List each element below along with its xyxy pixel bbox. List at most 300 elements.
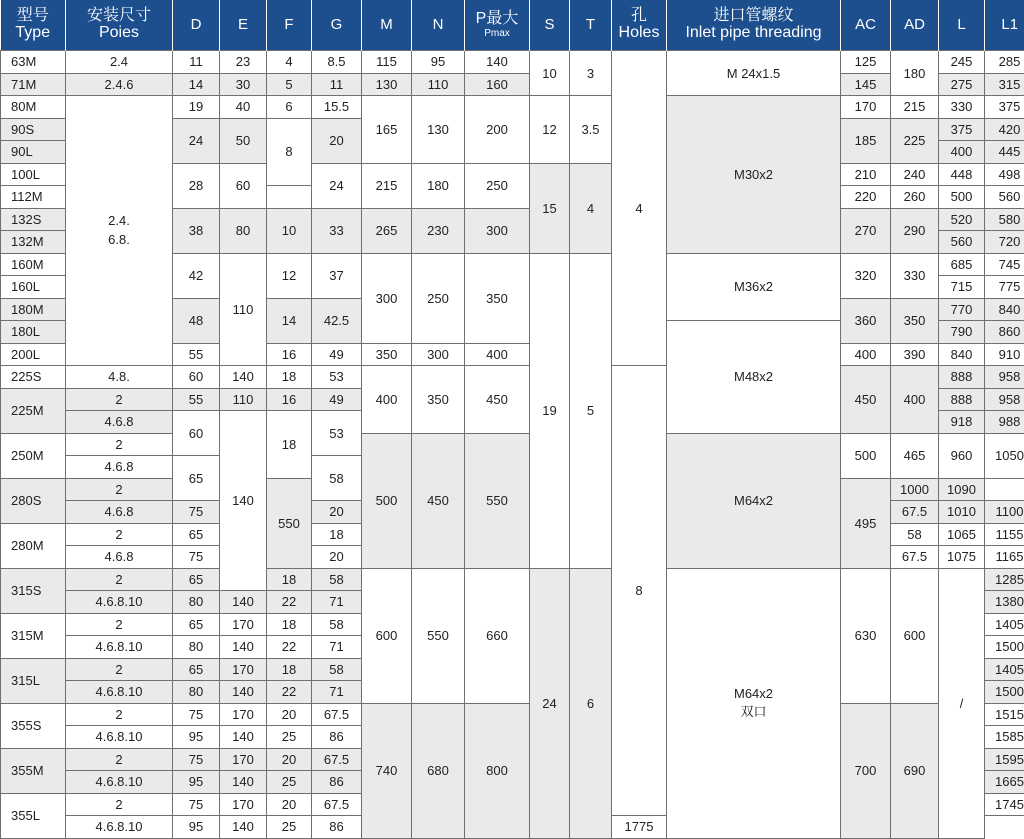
f-cell: 20 — [312, 546, 362, 569]
ad-cell: 400 — [891, 366, 939, 434]
l-cell: 1065 — [939, 523, 985, 546]
g-cell: 67.5 — [312, 748, 362, 771]
m-cell: 600 — [362, 568, 412, 703]
type-cell: 112M — [1, 186, 66, 209]
d-cell: 65 — [173, 568, 220, 591]
f-cell: 25 — [267, 726, 312, 749]
header-l1 — [985, 0, 1024, 51]
thread-cell: M64x2 双口 — [667, 568, 841, 838]
type-cell: 180L — [1, 321, 66, 344]
l-cell: 840 — [939, 343, 985, 366]
e-cell: 50 — [220, 118, 267, 163]
poles-cell: 4.6.8.10 — [66, 771, 173, 794]
holes-cell: 8 — [612, 366, 667, 816]
f-cell: 8 — [267, 118, 312, 186]
ad-cell: 180 — [891, 51, 939, 96]
type-cell: 355L — [1, 793, 66, 838]
type-cell: 355S — [1, 703, 66, 748]
header-row — [1, 0, 1024, 51]
type-cell: 71M — [1, 73, 66, 96]
d-cell: 80 — [173, 636, 220, 659]
l1-cell: 958 — [985, 388, 1024, 411]
header-t — [570, 0, 612, 51]
f-cell: 16 — [267, 343, 312, 366]
g-cell: 49 — [312, 343, 362, 366]
table-row — [1, 433, 1024, 456]
header-s-label: S — [544, 15, 555, 33]
poles-cell: 2 — [66, 613, 173, 636]
header-thread-en: Inlet pipe threading — [685, 24, 822, 41]
f-cell: 18 — [312, 523, 362, 546]
type-cell: 63M — [1, 51, 66, 74]
e-cell: 170 — [220, 703, 267, 726]
thread-cell: M48x2 — [667, 321, 841, 434]
type-cell: 250M — [1, 433, 66, 478]
poles-cell: 2 — [66, 703, 173, 726]
e-cell: 140 — [220, 681, 267, 704]
d-cell: 80 — [173, 681, 220, 704]
type-cell: 280M — [1, 523, 66, 568]
type-cell: 80M — [1, 96, 66, 119]
poles-cell: 2 — [66, 748, 173, 771]
d-cell: 55 — [173, 343, 220, 366]
l1-cell: 720 — [985, 231, 1024, 254]
header-f — [267, 0, 312, 51]
ad-cell: 240 — [891, 163, 939, 186]
l-cell: 375 — [939, 118, 985, 141]
g-cell: 24 — [312, 163, 362, 208]
g-cell: 49 — [312, 388, 362, 411]
l-cell: 888 — [939, 388, 985, 411]
f-cell: 22 — [267, 681, 312, 704]
d-cell: 11 — [173, 51, 220, 74]
m-cell: 400 — [362, 366, 412, 434]
t-cell: 6 — [570, 568, 612, 838]
l-cell: 400 — [939, 141, 985, 164]
d-cell: 60 — [173, 366, 220, 389]
l1-cell: 1745 — [985, 793, 1024, 816]
g-cell: 67.5 — [891, 546, 939, 569]
ac-cell: 320 — [841, 253, 891, 298]
l1-cell: 498 — [985, 163, 1024, 186]
f-cell: 22 — [267, 591, 312, 614]
m-cell: 130 — [362, 73, 412, 96]
f-cell: 6 — [267, 96, 312, 119]
l1-cell: 1090 — [939, 478, 985, 501]
ac-cell: 450 — [841, 366, 891, 434]
header-n-label: N — [432, 15, 444, 33]
f-cell: 12 — [267, 253, 312, 298]
type-cell: 355M — [1, 748, 66, 793]
m-cell: 350 — [362, 343, 412, 366]
f-cell: 18 — [267, 366, 312, 389]
ad-cell: 290 — [891, 208, 939, 253]
ad-cell: 690 — [891, 703, 939, 838]
g-cell: 8.5 — [312, 51, 362, 74]
l1-cell: 745 — [985, 253, 1024, 276]
type-cell: 200L — [1, 343, 66, 366]
d-cell: 65 — [173, 613, 220, 636]
l1-cell: 860 — [985, 321, 1024, 344]
g-cell: 67.5 — [312, 793, 362, 816]
e-cell: 40 — [220, 96, 267, 119]
e-cell: 170 — [220, 658, 267, 681]
f-cell: 20 — [267, 748, 312, 771]
l1-cell: 315 — [985, 73, 1024, 96]
f-cell — [267, 186, 312, 209]
poles-cell: 4.6.8 — [66, 411, 173, 434]
n-cell: 550 — [412, 568, 465, 703]
f-cell: 10 — [267, 208, 312, 253]
g-cell: 53 — [312, 366, 362, 389]
n-cell: 95 — [412, 51, 465, 74]
thread-cell: M64x2 — [667, 433, 841, 568]
header-type — [1, 0, 66, 51]
type-cell: 315L — [1, 658, 66, 703]
d-cell: 95 — [173, 816, 220, 839]
ad-cell: 390 — [891, 343, 939, 366]
type-cell: 315S — [1, 568, 66, 613]
poles-cell: 4.6.8 — [66, 501, 173, 524]
l1-cell: 1100 — [985, 501, 1024, 524]
l1-cell: 1405 — [985, 613, 1024, 636]
ac-cell: 400 — [841, 343, 891, 366]
n-cell: 110 — [412, 73, 465, 96]
l1-cell: 1165 — [985, 546, 1024, 569]
e-cell: 110 — [220, 388, 267, 411]
d-cell: 48 — [173, 298, 220, 343]
l1-cell: 560 — [985, 186, 1024, 209]
l-cell: 1010 — [939, 501, 985, 524]
e-cell: 170 — [220, 793, 267, 816]
header-thread — [667, 0, 841, 51]
l-cell: 1000 — [891, 478, 939, 501]
d-cell: 42 — [173, 253, 220, 298]
f-cell: 18 — [267, 411, 312, 479]
l-cell: 1075 — [939, 546, 985, 569]
p-cell: 200 — [465, 96, 530, 164]
t-cell: 3.5 — [570, 96, 612, 164]
header-g-label: G — [330, 15, 343, 33]
header-e — [220, 0, 267, 51]
n-cell: 350 — [412, 366, 465, 434]
type-cell: 132M — [1, 231, 66, 254]
g-cell: 15.5 — [312, 96, 362, 119]
table-row — [1, 96, 1024, 119]
l-cell: 715 — [939, 276, 985, 299]
s-cell: 12 — [530, 96, 570, 164]
e-cell: 140 — [220, 726, 267, 749]
m-cell: 740 — [362, 703, 412, 838]
l1-cell: 1665 — [985, 771, 1024, 794]
d-cell: 19 — [173, 96, 220, 119]
type-cell: 90L — [1, 141, 66, 164]
g-cell: 58 — [891, 523, 939, 546]
l1-cell: 1500 — [985, 636, 1024, 659]
g-cell: 58 — [312, 456, 362, 501]
t-cell: 5 — [570, 253, 612, 568]
l1-cell: 958 — [985, 366, 1024, 389]
g-cell: 67.5 — [312, 703, 362, 726]
d-cell: 14 — [173, 73, 220, 96]
l-cell: 790 — [939, 321, 985, 344]
l-cell: 448 — [939, 163, 985, 186]
ad-cell: 350 — [891, 298, 939, 343]
g-cell: 86 — [312, 816, 362, 839]
e-cell: 140 — [220, 411, 267, 591]
poles-cell: 2 — [66, 523, 173, 546]
f-cell: 20 — [312, 501, 362, 524]
f-cell: 16 — [267, 388, 312, 411]
m-cell: 165 — [362, 96, 412, 164]
f-cell: 5 — [267, 73, 312, 96]
f-cell: 25 — [267, 816, 312, 839]
ad-cell: 260 — [891, 186, 939, 209]
l1-cell: 1155 — [985, 523, 1024, 546]
table-row — [1, 51, 1024, 74]
table-row — [1, 73, 1024, 96]
n-cell: 300 — [412, 343, 465, 366]
d-cell: 65 — [173, 658, 220, 681]
ac-cell: 500 — [841, 433, 891, 478]
l1-cell: 910 — [985, 343, 1024, 366]
header-e-label: E — [237, 15, 248, 33]
n-cell: 680 — [412, 703, 465, 838]
e-cell: 170 — [220, 613, 267, 636]
ad-cell: 225 — [891, 118, 939, 163]
header-t-label: T — [585, 15, 596, 33]
s-cell: 10 — [530, 51, 570, 96]
poles-cell: 2.4. 6.8. — [66, 96, 173, 366]
e-cell: 60 — [220, 163, 267, 208]
f-cell: 20 — [267, 703, 312, 726]
header-p — [465, 0, 530, 51]
g-cell: 58 — [312, 658, 362, 681]
poles-cell: 4.6.8.10 — [66, 816, 173, 839]
p-cell: 550 — [465, 433, 530, 568]
l1-cell: 1585 — [985, 726, 1024, 749]
poles-cell: 4.8. — [66, 366, 173, 389]
header-ac-label: AC — [855, 15, 876, 33]
l1-cell: 1380 — [985, 591, 1024, 614]
poles-cell: 2 — [66, 388, 173, 411]
thread-cell: M 24x1.5 — [667, 51, 841, 96]
m-cell: 215 — [362, 163, 412, 208]
d-cell: 75 — [173, 501, 220, 524]
p-cell: 160 — [465, 73, 530, 96]
poles-cell: 2 — [66, 658, 173, 681]
header-thread-cn: 进口管螺纹 — [713, 7, 794, 25]
t-cell: 3 — [570, 51, 612, 96]
t-cell: 4 — [570, 163, 612, 253]
l-cell: 918 — [939, 411, 985, 434]
ac-cell: 145 — [841, 73, 891, 96]
ad-cell: 600 — [891, 568, 939, 703]
g-cell: 71 — [312, 636, 362, 659]
l1-cell: 1050 — [985, 433, 1024, 478]
l1-cell: 285 — [985, 51, 1024, 74]
l-cell: 500 — [939, 186, 985, 209]
d-cell: 65 — [173, 523, 220, 546]
f-cell: 18 — [267, 613, 312, 636]
header-d — [173, 0, 220, 51]
ac-cell: 210 — [841, 163, 891, 186]
d-cell: 75 — [173, 546, 220, 569]
type-cell: 315M — [1, 613, 66, 658]
type-cell: 160M — [1, 253, 66, 276]
p-cell: 400 — [465, 343, 530, 366]
ad-cell: 330 — [891, 253, 939, 298]
header-m-label: M — [380, 15, 393, 33]
ac-cell: 360 — [841, 298, 891, 343]
f-cell: 18 — [267, 658, 312, 681]
ac-cell: 185 — [841, 118, 891, 163]
table-row — [1, 366, 1024, 389]
poles-cell: 4.6.8.10 — [66, 591, 173, 614]
d-cell: 80 — [173, 591, 220, 614]
g-cell: 42.5 — [312, 298, 362, 343]
header-ad — [891, 0, 939, 51]
n-cell: 130 — [412, 96, 465, 164]
m-cell: 300 — [362, 253, 412, 343]
d-cell: 75 — [173, 703, 220, 726]
p-cell: 250 — [465, 163, 530, 208]
m-cell: 115 — [362, 51, 412, 74]
header-l — [939, 0, 985, 51]
header-ad-label: AD — [904, 15, 925, 33]
p-cell: 800 — [465, 703, 530, 838]
l1-cell: 375 — [985, 96, 1024, 119]
l1-cell: 1285 — [985, 568, 1024, 591]
type-cell: 280S — [1, 478, 66, 523]
g-cell: 33 — [312, 208, 362, 253]
header-l-label: L — [957, 15, 966, 33]
l1-cell: 1405 — [985, 658, 1024, 681]
holes-cell: 4 — [612, 51, 667, 366]
type-cell: 180M — [1, 298, 66, 321]
header-s — [530, 0, 570, 51]
g-cell: 67.5 — [891, 501, 939, 524]
d-cell: 95 — [173, 726, 220, 749]
f-cell: 20 — [267, 793, 312, 816]
header-m — [362, 0, 412, 51]
l1-cell: 1595 — [985, 748, 1024, 771]
l1-cell: 775 — [985, 276, 1024, 299]
ac-cell: 270 — [841, 208, 891, 253]
g-cell: 53 — [312, 411, 362, 456]
poles-cell: 4.6.8.10 — [66, 726, 173, 749]
m-cell: 500 — [362, 433, 412, 568]
f-cell: 18 — [267, 568, 312, 591]
header-poles-cn: 安装尺寸 — [86, 7, 151, 25]
s-cell: 15 — [530, 163, 570, 253]
n-cell: 180 — [412, 163, 465, 208]
g-cell: 11 — [312, 73, 362, 96]
p-cell: 140 — [465, 51, 530, 74]
f-cell: 22 — [267, 636, 312, 659]
g-cell: 86 — [312, 771, 362, 794]
type-cell: 90S — [1, 118, 66, 141]
l-cell: 960 — [939, 433, 985, 478]
g-cell: 20 — [312, 118, 362, 163]
d-cell: 65 — [173, 456, 220, 501]
d-cell: 75 — [173, 793, 220, 816]
ac-cell: 170 — [841, 96, 891, 119]
l-cell: 888 — [939, 366, 985, 389]
ac-cell: 700 — [841, 703, 891, 838]
poles-cell: 2 — [66, 478, 173, 501]
header-n — [412, 0, 465, 51]
ad-cell: 215 — [891, 96, 939, 119]
p-cell: 660 — [465, 568, 530, 703]
p-cell: 300 — [465, 208, 530, 253]
poles-cell: 4.6.8.10 — [66, 636, 173, 659]
p-cell: 450 — [465, 366, 530, 434]
header-f-label: F — [284, 15, 294, 33]
l1-cell: 988 — [985, 411, 1024, 434]
l-cell: 275 — [939, 73, 985, 96]
e-cell: 30 — [220, 73, 267, 96]
header-d-label: D — [190, 15, 202, 33]
p-cell: 350 — [465, 253, 530, 343]
ac-cell: 550 — [267, 478, 312, 568]
d-cell: 28 — [173, 163, 220, 208]
g-cell: 58 — [312, 613, 362, 636]
ac-cell: 125 — [841, 51, 891, 74]
e-cell: 140 — [220, 366, 267, 389]
f-cell: 4 — [267, 51, 312, 74]
header-holes-cn: 孔 — [630, 7, 647, 25]
d-cell: 24 — [173, 118, 220, 163]
header-p-cn: P最大 — [475, 9, 519, 27]
e-cell: 23 — [220, 51, 267, 74]
ac-cell: 220 — [841, 186, 891, 209]
f-cell: 25 — [267, 771, 312, 794]
poles-cell: 2 — [66, 433, 173, 456]
type-cell: 132S — [1, 208, 66, 231]
ac-cell: 630 — [841, 568, 891, 703]
header-l1-label: L1 — [1001, 15, 1019, 33]
l-cell: 245 — [939, 51, 985, 74]
d-cell: 38 — [173, 208, 220, 253]
header-holes — [612, 0, 667, 51]
s-cell: 24 — [530, 568, 570, 838]
l-cell: 330 — [939, 96, 985, 119]
table-row — [1, 703, 1024, 726]
e-cell: 140 — [220, 591, 267, 614]
n-cell: 450 — [412, 433, 465, 568]
g-cell: 86 — [312, 726, 362, 749]
l-cell: 520 — [939, 208, 985, 231]
l-cell: / — [939, 568, 985, 838]
ad-cell: 465 — [891, 433, 939, 478]
l1-cell: 445 — [985, 141, 1024, 164]
d-cell: 60 — [173, 411, 220, 456]
l1-cell: 1515 — [985, 703, 1024, 726]
d-cell: 95 — [173, 771, 220, 794]
l-cell: 770 — [939, 298, 985, 321]
header-g — [312, 0, 362, 51]
poles-cell: 2 — [66, 793, 173, 816]
l1-cell: 840 — [985, 298, 1024, 321]
g-cell: 58 — [312, 568, 362, 591]
m-cell: 265 — [362, 208, 412, 253]
e-cell: 140 — [220, 816, 267, 839]
poles-cell: 4.6.8 — [66, 546, 173, 569]
e-cell: 170 — [220, 748, 267, 771]
l1-cell: 1500 — [985, 681, 1024, 704]
header-poles — [66, 0, 173, 51]
